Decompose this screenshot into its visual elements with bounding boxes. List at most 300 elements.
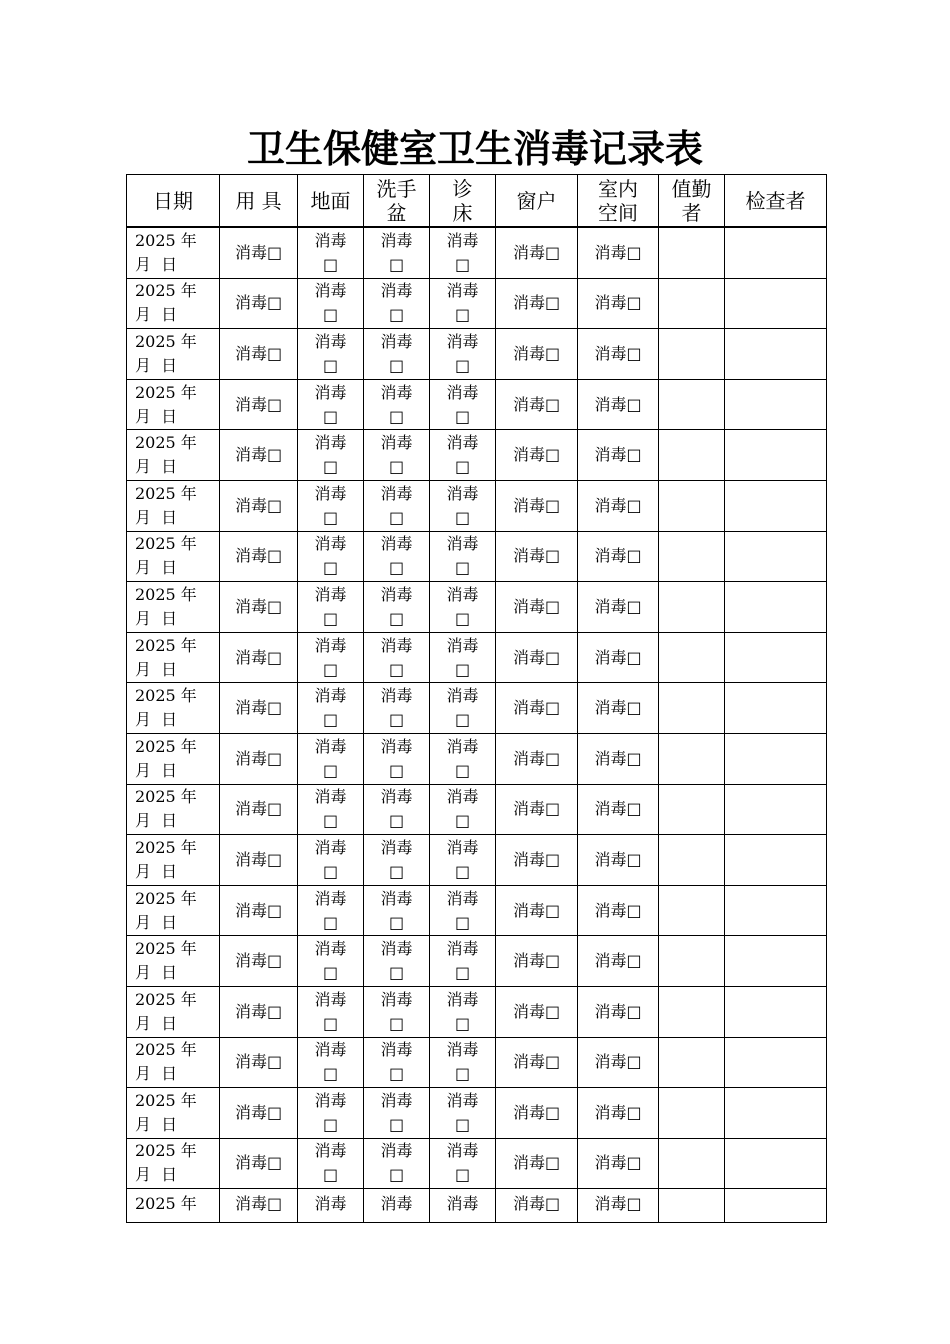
space-cell[interactable] bbox=[578, 329, 659, 380]
disinfect-checkbox-label: 消毒□ bbox=[234, 849, 283, 869]
disinfect-checkbox-label: 消毒□ bbox=[234, 1102, 283, 1122]
disinfect-checkbox-label: 消毒□ bbox=[594, 1102, 642, 1122]
checkbox-icon: □ bbox=[322, 305, 339, 325]
basin-cell[interactable] bbox=[364, 683, 430, 734]
floor-cell[interactable] bbox=[298, 683, 364, 734]
floor-cell[interactable] bbox=[298, 632, 364, 683]
floor-cell[interactable] bbox=[298, 1138, 364, 1189]
space-cell[interactable] bbox=[578, 582, 659, 633]
tools-cell[interactable] bbox=[220, 1088, 298, 1139]
disinfect-label: 消毒 bbox=[446, 837, 479, 857]
duty-cell[interactable] bbox=[659, 480, 725, 531]
disinfect-checkbox-label: 消毒□ bbox=[594, 799, 642, 819]
inspector-cell[interactable] bbox=[725, 278, 827, 329]
disinfection-record-table bbox=[126, 174, 827, 1223]
inspector-cell[interactable] bbox=[725, 683, 827, 734]
bed-cell[interactable] bbox=[430, 329, 496, 380]
disinfect-label: 消毒 bbox=[380, 584, 413, 604]
basin-cell[interactable] bbox=[364, 885, 430, 936]
checkbox-icon: □ bbox=[454, 760, 471, 780]
inspector-cell[interactable] bbox=[725, 733, 827, 784]
date-year: 2025 年 bbox=[135, 534, 197, 554]
tools-cell[interactable] bbox=[220, 1138, 298, 1189]
bed-cell[interactable] bbox=[430, 227, 496, 278]
disinfect-checkbox-label: 消毒□ bbox=[512, 343, 561, 363]
floor-cell[interactable] bbox=[298, 278, 364, 329]
disinfect-label: 消毒 bbox=[446, 1040, 479, 1060]
checkbox-icon: □ bbox=[322, 1064, 339, 1084]
basin-cell[interactable] bbox=[364, 986, 430, 1037]
space-cell[interactable] bbox=[578, 784, 659, 835]
disinfect-checkbox-label: 消毒□ bbox=[512, 1052, 561, 1072]
bed-cell[interactable] bbox=[430, 885, 496, 936]
space-cell[interactable] bbox=[578, 632, 659, 683]
page-title: 卫生保健室卫生消毒记录表 bbox=[246, 127, 703, 171]
disinfect-label: 消毒 bbox=[314, 230, 347, 250]
window-cell[interactable] bbox=[496, 784, 578, 835]
floor-cell[interactable] bbox=[298, 1088, 364, 1139]
table-row bbox=[127, 430, 827, 481]
date-cell[interactable] bbox=[127, 1189, 220, 1223]
tools-cell[interactable] bbox=[220, 531, 298, 582]
table-row bbox=[127, 1088, 827, 1139]
checkbox-icon: □ bbox=[454, 608, 471, 628]
table-header-row bbox=[127, 175, 827, 228]
window-cell[interactable] bbox=[496, 835, 578, 886]
duty-cell[interactable] bbox=[659, 835, 725, 886]
inspector-cell[interactable] bbox=[725, 986, 827, 1037]
date-cell[interactable] bbox=[127, 582, 220, 633]
disinfect-checkbox-label: 消毒□ bbox=[512, 698, 561, 718]
tools-cell[interactable] bbox=[220, 430, 298, 481]
header-window: 窗户 bbox=[496, 175, 578, 228]
duty-cell[interactable] bbox=[659, 379, 725, 430]
window-cell[interactable] bbox=[496, 329, 578, 380]
disinfect-checkbox-label: 消毒□ bbox=[512, 242, 561, 262]
checkbox-icon: □ bbox=[454, 254, 471, 274]
tools-cell[interactable] bbox=[220, 986, 298, 1037]
window-cell[interactable] bbox=[496, 582, 578, 633]
disinfect-label: 消毒 bbox=[380, 281, 413, 301]
disinfect-label: 消毒 bbox=[314, 635, 347, 655]
window-cell[interactable] bbox=[496, 278, 578, 329]
disinfect-checkbox-label: 消毒□ bbox=[594, 343, 642, 363]
date-month-day: 月 日 bbox=[135, 355, 178, 375]
bed-cell[interactable] bbox=[430, 683, 496, 734]
table-row bbox=[127, 379, 827, 430]
bed-cell[interactable] bbox=[430, 1088, 496, 1139]
basin-cell[interactable] bbox=[364, 733, 430, 784]
floor-cell[interactable] bbox=[298, 531, 364, 582]
disinfect-label: 消毒 bbox=[380, 686, 413, 706]
disinfect-label: 消毒 bbox=[380, 433, 413, 453]
disinfect-checkbox-label: 消毒□ bbox=[512, 647, 561, 667]
bed-cell[interactable] bbox=[430, 430, 496, 481]
table-row bbox=[127, 683, 827, 734]
date-cell[interactable] bbox=[127, 1037, 220, 1088]
disinfect-label: 消毒 bbox=[380, 1090, 413, 1110]
basin-cell[interactable] bbox=[364, 531, 430, 582]
checkbox-icon: □ bbox=[388, 760, 405, 780]
basin-cell[interactable] bbox=[364, 1189, 430, 1223]
disinfect-label: 消毒 bbox=[314, 382, 347, 402]
space-cell[interactable] bbox=[578, 986, 659, 1037]
tools-cell[interactable] bbox=[220, 278, 298, 329]
bed-cell[interactable] bbox=[430, 733, 496, 784]
disinfect-checkbox-label: 消毒□ bbox=[512, 1153, 561, 1173]
window-cell[interactable] bbox=[496, 227, 578, 278]
duty-cell[interactable] bbox=[659, 329, 725, 380]
space-cell[interactable] bbox=[578, 683, 659, 734]
date-month-day: 月 日 bbox=[135, 457, 178, 477]
disinfect-label: 消毒 bbox=[314, 939, 347, 959]
date-cell[interactable] bbox=[127, 1138, 220, 1189]
duty-cell[interactable] bbox=[659, 1189, 725, 1223]
basin-cell[interactable] bbox=[364, 329, 430, 380]
date-cell[interactable] bbox=[127, 531, 220, 582]
bed-cell[interactable] bbox=[430, 986, 496, 1037]
disinfect-checkbox-label: 消毒□ bbox=[512, 748, 561, 768]
date-cell[interactable] bbox=[127, 1088, 220, 1139]
table-row bbox=[127, 582, 827, 633]
disinfect-label: 消毒 bbox=[446, 635, 479, 655]
date-year: 2025 年 bbox=[135, 837, 197, 857]
bed-cell[interactable] bbox=[430, 379, 496, 430]
window-cell[interactable] bbox=[496, 986, 578, 1037]
floor-cell[interactable] bbox=[298, 784, 364, 835]
disinfect-checkbox-label: 消毒□ bbox=[594, 445, 642, 465]
inspector-cell[interactable] bbox=[725, 1138, 827, 1189]
tools-cell[interactable] bbox=[220, 683, 298, 734]
checkbox-icon: □ bbox=[322, 457, 339, 477]
date-year: 2025 年 bbox=[135, 989, 197, 1009]
disinfect-label: 消毒 bbox=[380, 888, 413, 908]
bed-cell[interactable] bbox=[430, 1138, 496, 1189]
disinfect-label: 消毒 bbox=[314, 1141, 347, 1161]
floor-cell[interactable] bbox=[298, 1189, 364, 1223]
duty-cell[interactable] bbox=[659, 784, 725, 835]
bed-cell[interactable] bbox=[430, 1189, 496, 1223]
basin-cell[interactable] bbox=[364, 784, 430, 835]
disinfect-label: 消毒 bbox=[314, 989, 347, 1009]
basin-cell[interactable] bbox=[364, 278, 430, 329]
disinfect-checkbox-label: 消毒□ bbox=[512, 546, 561, 566]
checkbox-icon: □ bbox=[454, 558, 471, 578]
disinfect-label: 消毒 bbox=[380, 331, 413, 351]
disinfect-checkbox-label: 消毒□ bbox=[512, 445, 561, 465]
window-cell[interactable] bbox=[496, 1037, 578, 1088]
floor-cell[interactable] bbox=[298, 379, 364, 430]
checkbox-icon: □ bbox=[388, 1013, 405, 1033]
floor-cell[interactable] bbox=[298, 430, 364, 481]
inspector-cell[interactable] bbox=[725, 885, 827, 936]
disinfect-label: 消毒 bbox=[314, 837, 347, 857]
inspector-cell[interactable] bbox=[725, 582, 827, 633]
checkbox-icon: □ bbox=[322, 710, 339, 730]
disinfect-label: 消毒 bbox=[446, 736, 479, 756]
disinfect-checkbox-label: 消毒□ bbox=[234, 1194, 283, 1214]
floor-cell[interactable] bbox=[298, 227, 364, 278]
duty-cell[interactable] bbox=[659, 885, 725, 936]
disinfect-label: 消毒 bbox=[446, 534, 479, 554]
window-cell[interactable] bbox=[496, 632, 578, 683]
disinfect-checkbox-label: 消毒□ bbox=[234, 951, 283, 971]
disinfect-label: 消毒 bbox=[446, 939, 479, 959]
date-year: 2025 年 bbox=[135, 281, 197, 301]
table-row bbox=[127, 1138, 827, 1189]
window-cell[interactable] bbox=[496, 1138, 578, 1189]
tools-cell[interactable] bbox=[220, 835, 298, 886]
space-cell[interactable] bbox=[578, 936, 659, 987]
inspector-cell[interactable] bbox=[725, 1037, 827, 1088]
tools-cell[interactable] bbox=[220, 936, 298, 987]
date-cell[interactable] bbox=[127, 784, 220, 835]
basin-cell[interactable] bbox=[364, 1088, 430, 1139]
disinfect-checkbox-label: 消毒□ bbox=[512, 394, 561, 414]
duty-cell[interactable] bbox=[659, 531, 725, 582]
date-cell[interactable] bbox=[127, 632, 220, 683]
checkbox-icon: □ bbox=[322, 811, 339, 831]
window-cell[interactable] bbox=[496, 733, 578, 784]
basin-cell[interactable] bbox=[364, 632, 430, 683]
checkbox-icon: □ bbox=[454, 1013, 471, 1033]
date-year: 2025 年 bbox=[135, 635, 197, 655]
basin-cell[interactable] bbox=[364, 1138, 430, 1189]
window-cell[interactable] bbox=[496, 885, 578, 936]
inspector-cell[interactable] bbox=[725, 379, 827, 430]
date-year: 2025 年 bbox=[135, 382, 197, 402]
bed-cell[interactable] bbox=[430, 1037, 496, 1088]
window-cell[interactable] bbox=[496, 683, 578, 734]
date-cell[interactable] bbox=[127, 430, 220, 481]
space-cell[interactable] bbox=[578, 835, 659, 886]
header-space: 室内 空间 bbox=[578, 175, 659, 228]
tools-cell[interactable] bbox=[220, 227, 298, 278]
disinfect-label: 消毒 bbox=[380, 1194, 413, 1214]
disinfect-label: 消毒 bbox=[314, 686, 347, 706]
checkbox-icon: □ bbox=[322, 608, 339, 628]
space-cell[interactable] bbox=[578, 1189, 659, 1223]
space-cell[interactable] bbox=[578, 379, 659, 430]
checkbox-icon: □ bbox=[454, 1064, 471, 1084]
duty-cell[interactable] bbox=[659, 683, 725, 734]
floor-cell[interactable] bbox=[298, 733, 364, 784]
window-cell[interactable] bbox=[496, 531, 578, 582]
disinfect-label: 消毒 bbox=[446, 331, 479, 351]
inspector-cell[interactable] bbox=[725, 835, 827, 886]
basin-cell[interactable] bbox=[364, 379, 430, 430]
checkbox-icon: □ bbox=[322, 912, 339, 932]
tools-cell[interactable] bbox=[220, 1037, 298, 1088]
date-year: 2025 年 bbox=[135, 1141, 197, 1161]
date-month-day: 月 日 bbox=[135, 760, 178, 780]
date-year: 2025 年 bbox=[135, 584, 197, 604]
tools-cell[interactable] bbox=[220, 329, 298, 380]
duty-cell[interactable] bbox=[659, 632, 725, 683]
date-month-day: 月 日 bbox=[135, 1064, 178, 1084]
disinfect-checkbox-label: 消毒□ bbox=[512, 1001, 561, 1021]
bed-cell[interactable] bbox=[430, 936, 496, 987]
basin-cell[interactable] bbox=[364, 582, 430, 633]
duty-cell[interactable] bbox=[659, 1037, 725, 1088]
checkbox-icon: □ bbox=[322, 558, 339, 578]
bed-cell[interactable] bbox=[430, 278, 496, 329]
tools-cell[interactable] bbox=[220, 784, 298, 835]
disinfect-checkbox-label: 消毒□ bbox=[594, 647, 642, 667]
tools-cell[interactable] bbox=[220, 632, 298, 683]
tools-cell[interactable] bbox=[220, 733, 298, 784]
disinfect-checkbox-label: 消毒□ bbox=[512, 1102, 561, 1122]
duty-cell[interactable] bbox=[659, 582, 725, 633]
checkbox-icon: □ bbox=[454, 659, 471, 679]
checkbox-icon: □ bbox=[388, 305, 405, 325]
header-basin: 洗手 盆 bbox=[364, 175, 430, 228]
disinfect-label: 消毒 bbox=[446, 989, 479, 1009]
space-cell[interactable] bbox=[578, 430, 659, 481]
tools-cell[interactable] bbox=[220, 1189, 298, 1223]
window-cell[interactable] bbox=[496, 936, 578, 987]
disinfect-checkbox-label: 消毒□ bbox=[234, 1052, 283, 1072]
date-cell[interactable] bbox=[127, 227, 220, 278]
inspector-cell[interactable] bbox=[725, 430, 827, 481]
disinfect-checkbox-label: 消毒□ bbox=[594, 495, 642, 515]
disinfect-label: 消毒 bbox=[314, 1090, 347, 1110]
checkbox-icon: □ bbox=[454, 963, 471, 983]
duty-cell[interactable] bbox=[659, 278, 725, 329]
space-cell[interactable] bbox=[578, 227, 659, 278]
duty-cell[interactable] bbox=[659, 936, 725, 987]
table-row bbox=[127, 329, 827, 380]
date-cell[interactable] bbox=[127, 329, 220, 380]
bed-cell[interactable] bbox=[430, 480, 496, 531]
disinfect-checkbox-label: 消毒□ bbox=[234, 1001, 283, 1021]
tools-cell[interactable] bbox=[220, 582, 298, 633]
checkbox-icon: □ bbox=[388, 406, 405, 426]
bed-cell[interactable] bbox=[430, 632, 496, 683]
inspector-cell[interactable] bbox=[725, 531, 827, 582]
window-cell[interactable] bbox=[496, 480, 578, 531]
disinfect-checkbox-label: 消毒□ bbox=[594, 1153, 642, 1173]
bed-cell[interactable] bbox=[430, 835, 496, 886]
floor-cell[interactable] bbox=[298, 480, 364, 531]
disinfect-checkbox-label: 消毒□ bbox=[234, 748, 283, 768]
date-cell[interactable] bbox=[127, 835, 220, 886]
space-cell[interactable] bbox=[578, 733, 659, 784]
bed-cell[interactable] bbox=[430, 531, 496, 582]
checkbox-icon: □ bbox=[388, 963, 405, 983]
checkbox-icon: □ bbox=[388, 254, 405, 274]
bed-cell[interactable] bbox=[430, 784, 496, 835]
basin-cell[interactable] bbox=[364, 1037, 430, 1088]
floor-cell[interactable] bbox=[298, 1037, 364, 1088]
date-cell[interactable] bbox=[127, 379, 220, 430]
inspector-cell[interactable] bbox=[725, 329, 827, 380]
duty-cell[interactable] bbox=[659, 227, 725, 278]
inspector-cell[interactable] bbox=[725, 936, 827, 987]
date-year: 2025 年 bbox=[135, 888, 197, 908]
disinfect-checkbox-label: 消毒□ bbox=[234, 1153, 283, 1173]
date-cell[interactable] bbox=[127, 936, 220, 987]
disinfect-label: 消毒 bbox=[314, 433, 347, 453]
window-cell[interactable] bbox=[496, 1189, 578, 1223]
basin-cell[interactable] bbox=[364, 936, 430, 987]
inspector-cell[interactable] bbox=[725, 1088, 827, 1139]
basin-cell[interactable] bbox=[364, 227, 430, 278]
date-cell[interactable] bbox=[127, 986, 220, 1037]
header-duty: 值勤 者 bbox=[659, 175, 725, 228]
floor-cell[interactable] bbox=[298, 885, 364, 936]
inspector-cell[interactable] bbox=[725, 1189, 827, 1223]
table-row bbox=[127, 480, 827, 531]
disinfect-checkbox-label: 消毒□ bbox=[234, 495, 283, 515]
inspector-cell[interactable] bbox=[725, 632, 827, 683]
space-cell[interactable] bbox=[578, 885, 659, 936]
date-cell[interactable] bbox=[127, 733, 220, 784]
duty-cell[interactable] bbox=[659, 986, 725, 1037]
floor-cell[interactable] bbox=[298, 936, 364, 987]
table-row bbox=[127, 1189, 827, 1223]
window-cell[interactable] bbox=[496, 430, 578, 481]
checkbox-icon: □ bbox=[388, 1064, 405, 1084]
floor-cell[interactable] bbox=[298, 582, 364, 633]
date-cell[interactable] bbox=[127, 683, 220, 734]
basin-cell[interactable] bbox=[364, 480, 430, 531]
checkbox-icon: □ bbox=[388, 811, 405, 831]
header-tools: 用 具 bbox=[220, 175, 298, 228]
floor-cell[interactable] bbox=[298, 835, 364, 886]
duty-cell[interactable] bbox=[659, 1138, 725, 1189]
duty-cell[interactable] bbox=[659, 430, 725, 481]
bed-cell[interactable] bbox=[430, 582, 496, 633]
disinfect-label: 消毒 bbox=[314, 888, 347, 908]
disinfect-label: 消毒 bbox=[446, 230, 479, 250]
space-cell[interactable] bbox=[578, 1138, 659, 1189]
date-month-day: 月 日 bbox=[135, 861, 178, 881]
date-cell[interactable] bbox=[127, 480, 220, 531]
space-cell[interactable] bbox=[578, 278, 659, 329]
window-cell[interactable] bbox=[496, 1088, 578, 1139]
basin-cell[interactable] bbox=[364, 835, 430, 886]
disinfect-label: 消毒 bbox=[314, 281, 347, 301]
space-cell[interactable] bbox=[578, 531, 659, 582]
window-cell[interactable] bbox=[496, 379, 578, 430]
table-row bbox=[127, 227, 827, 278]
disinfect-label: 消毒 bbox=[314, 331, 347, 351]
space-cell[interactable] bbox=[578, 480, 659, 531]
space-cell[interactable] bbox=[578, 1037, 659, 1088]
inspector-cell[interactable] bbox=[725, 227, 827, 278]
floor-cell[interactable] bbox=[298, 329, 364, 380]
date-cell[interactable] bbox=[127, 885, 220, 936]
basin-cell[interactable] bbox=[364, 430, 430, 481]
tools-cell[interactable] bbox=[220, 885, 298, 936]
date-cell[interactable] bbox=[127, 278, 220, 329]
space-cell[interactable] bbox=[578, 1088, 659, 1139]
header-inspector: 检查者 bbox=[725, 175, 827, 228]
disinfect-checkbox-label: 消毒□ bbox=[594, 951, 642, 971]
duty-cell[interactable] bbox=[659, 1088, 725, 1139]
tools-cell[interactable] bbox=[220, 480, 298, 531]
disinfect-label: 消毒 bbox=[380, 1141, 413, 1161]
inspector-cell[interactable] bbox=[725, 784, 827, 835]
date-month-day: 月 日 bbox=[135, 1013, 178, 1033]
tools-cell[interactable] bbox=[220, 379, 298, 430]
date-year: 2025 年 bbox=[135, 939, 197, 959]
floor-cell[interactable] bbox=[298, 986, 364, 1037]
date-year: 2025 年 bbox=[135, 736, 197, 756]
inspector-cell[interactable] bbox=[725, 480, 827, 531]
duty-cell[interactable] bbox=[659, 733, 725, 784]
